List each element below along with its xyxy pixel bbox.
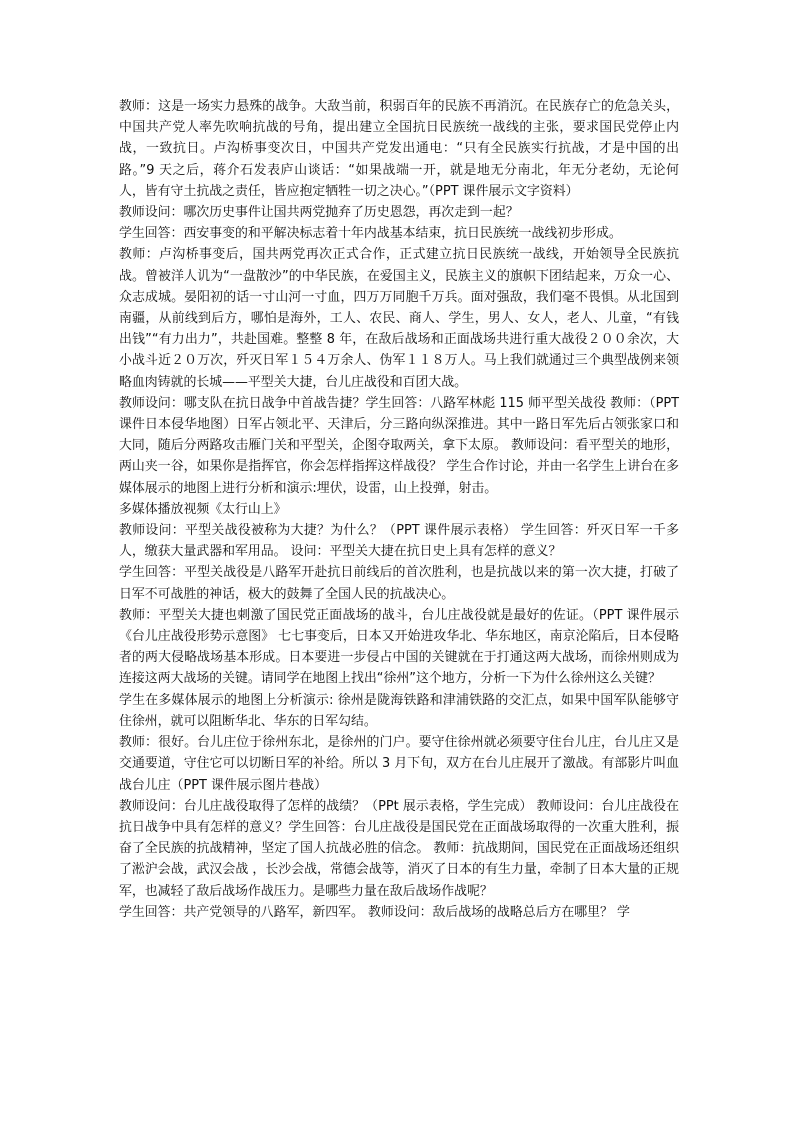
- paragraph-question-results: 教师设问：台儿庄战役取得了怎样的战绩？（PPt 展示表格，学生完成） 教师设问：台儿庄战役在抗日战争中具有怎样的意义？学生回答：台儿庄战役是国民党在正面战场取得的一次重大胜利，振奋了全民族的抗战精神，坚定了国人抗战必胜的信念。 教师：抗战期间，国民党在正面战场还组织了淞沪会战，武汉会战 ，长沙会战，常德会战等，消灭了日本的有生力量，牵制了日本大量的正规军，也减轻了敌后战场作战压力。是哪些力量在敌后战场作战呢？: [119, 798, 679, 899]
- paragraph-answer-xian: 学生回答：西安事变的和平解决标志着十年内战基本结束，抗日民族统一战线初步形成。: [119, 226, 622, 242]
- paragraph-taierzhuang: 教师：平型关大捷也刺激了国民党正面战场的战斗，台儿庄战役就是最好的佐证。（PPT 课件展示《台儿庄战役形势示意图》 七七事变后，日本又开始进攻华北、华东地区，南京沦陷后，日本侵略者的两大侵略战场基本形成。日本要进一步侵占中国的关键就在于打通这两大战场，而徐州则成为连接这两大战场的关键。请同学在地图上找出“徐州”这个地方，分析一下为什么徐州这么关键？: [119, 607, 679, 687]
- paragraph-teacher-taierzhuang: 教师：很好。台儿庄位于徐州东北，是徐州的门户。要守住徐州就必须要守住台儿庄，台儿庄又是交通要道，守住它可以切断日军的补给。所以 3 月下旬，双方在台儿庄展开了激战。有部影片叫血战台儿庄（PPT 课件展示图片巷战）: [119, 735, 679, 793]
- document-body: [119, 96, 679, 923]
- paragraph-question-xian: 教师设问：哪次历史事件让国共两党抛弃了历史恩怨，再次走到一起？: [119, 205, 519, 221]
- paragraph-teacher-intro: 教师：这是一场实力悬殊的战争。大敌当前，积弱百年的民族不再消沉。在民族存亡的危急关头，中国共产党人率先吹响抗战的号角，提出建立全国抗日民族统一战线的主张，要求国民党停止内战，一致抗日。卢沟桥事变次日，中国共产党发出通电：“只有全民族实行抗战，才是中国的出路。”9 天之后，蒋介石发表庐山谈话：“如果战端一开，就是地无分南北，年无分老幼，无论何人，皆有守土抗战之责任，皆应抱定牺牲一切之决心。”（PPT 课件展示文字资料）: [119, 99, 679, 199]
- paragraph-answer-significance: 学生回答：平型关战役是八路军开赴抗日前线后的首次胜利，也是抗战以来的第一次大捷，打破了日军不可战胜的神话，极大的鼓舞了全国人民的抗战决心。: [119, 565, 679, 602]
- paragraph-answer-eighth-route: 学生回答：共产党领导的八路军，新四军。 教师设问：敌后战场的战略总后方在哪里？ 学: [119, 904, 630, 920]
- paragraph-pingxingguan: 教师设问：哪支队在抗日战争中首战告捷？学生回答：八路军林彪 115 师平型关战役 教师：（PPT 课件日本侵华地图）日军占领北平、天津后，分三路向纵深推进。其中一路日军先后占领张家口和大同，随后分两路攻击雁门关和平型关，企图夺取两关，拿下太原。 教师设问：看平型关的地形，两山夹一谷，如果你是指挥官，你会怎样指挥这样战役？ 学生合作讨论，并由一名学生上讲台在多媒体展示的地图上进行分析和演示:埋伏，设雷，山上投弹，射击。: [119, 395, 679, 496]
- paragraph-xuzhou-analysis: 学生在多媒体展示的地图上分析演示: 徐州是陇海铁路和津浦铁路的交汇点，如果中国军队能够守住徐州，就可以阻断华北、华东的日军勾结。: [119, 692, 679, 729]
- paragraph-question-victory: 教师设问：平型关战役被称为大捷？为什么？（PPT 课件展示表格） 学生回答：歼灭日军一千多人，缴获大量武器和军用品。 设问：平型关大捷在抗日史上具有怎样的意义？: [119, 523, 679, 560]
- paragraph-video: 多媒体播放视频《太行山上》: [119, 501, 287, 517]
- paragraph-teacher-united-front: 教师：卢沟桥事变后，国共两党再次正式合作，正式建立抗日民族统一战线，开始领导全民族抗战。曾被洋人讥为“一盘散沙”的中华民族，在爱国主义，民族主义的旗帜下团结起来，万众一心、众志成城。晏阳初的话一寸山河一寸血，四万万同胞千万兵。面对强敌，我们毫不畏惧。从北国到南疆，从前线到后方，哪怕是海外，工人、农民、商人、学生，男人、女人，老人、儿童，“有钱出钱”“有力出力”，共赴国难。整整 8 年，在敌后战场和正面战场共进行重大战役２００余次，大小战斗近２０万次，歼灭日军１５４万余人、伪军１１８万人。马上我们就通过三个典型战例来领略血肉铸就的长城——平型关大捷，台儿庄战役和百团大战。: [119, 247, 679, 390]
